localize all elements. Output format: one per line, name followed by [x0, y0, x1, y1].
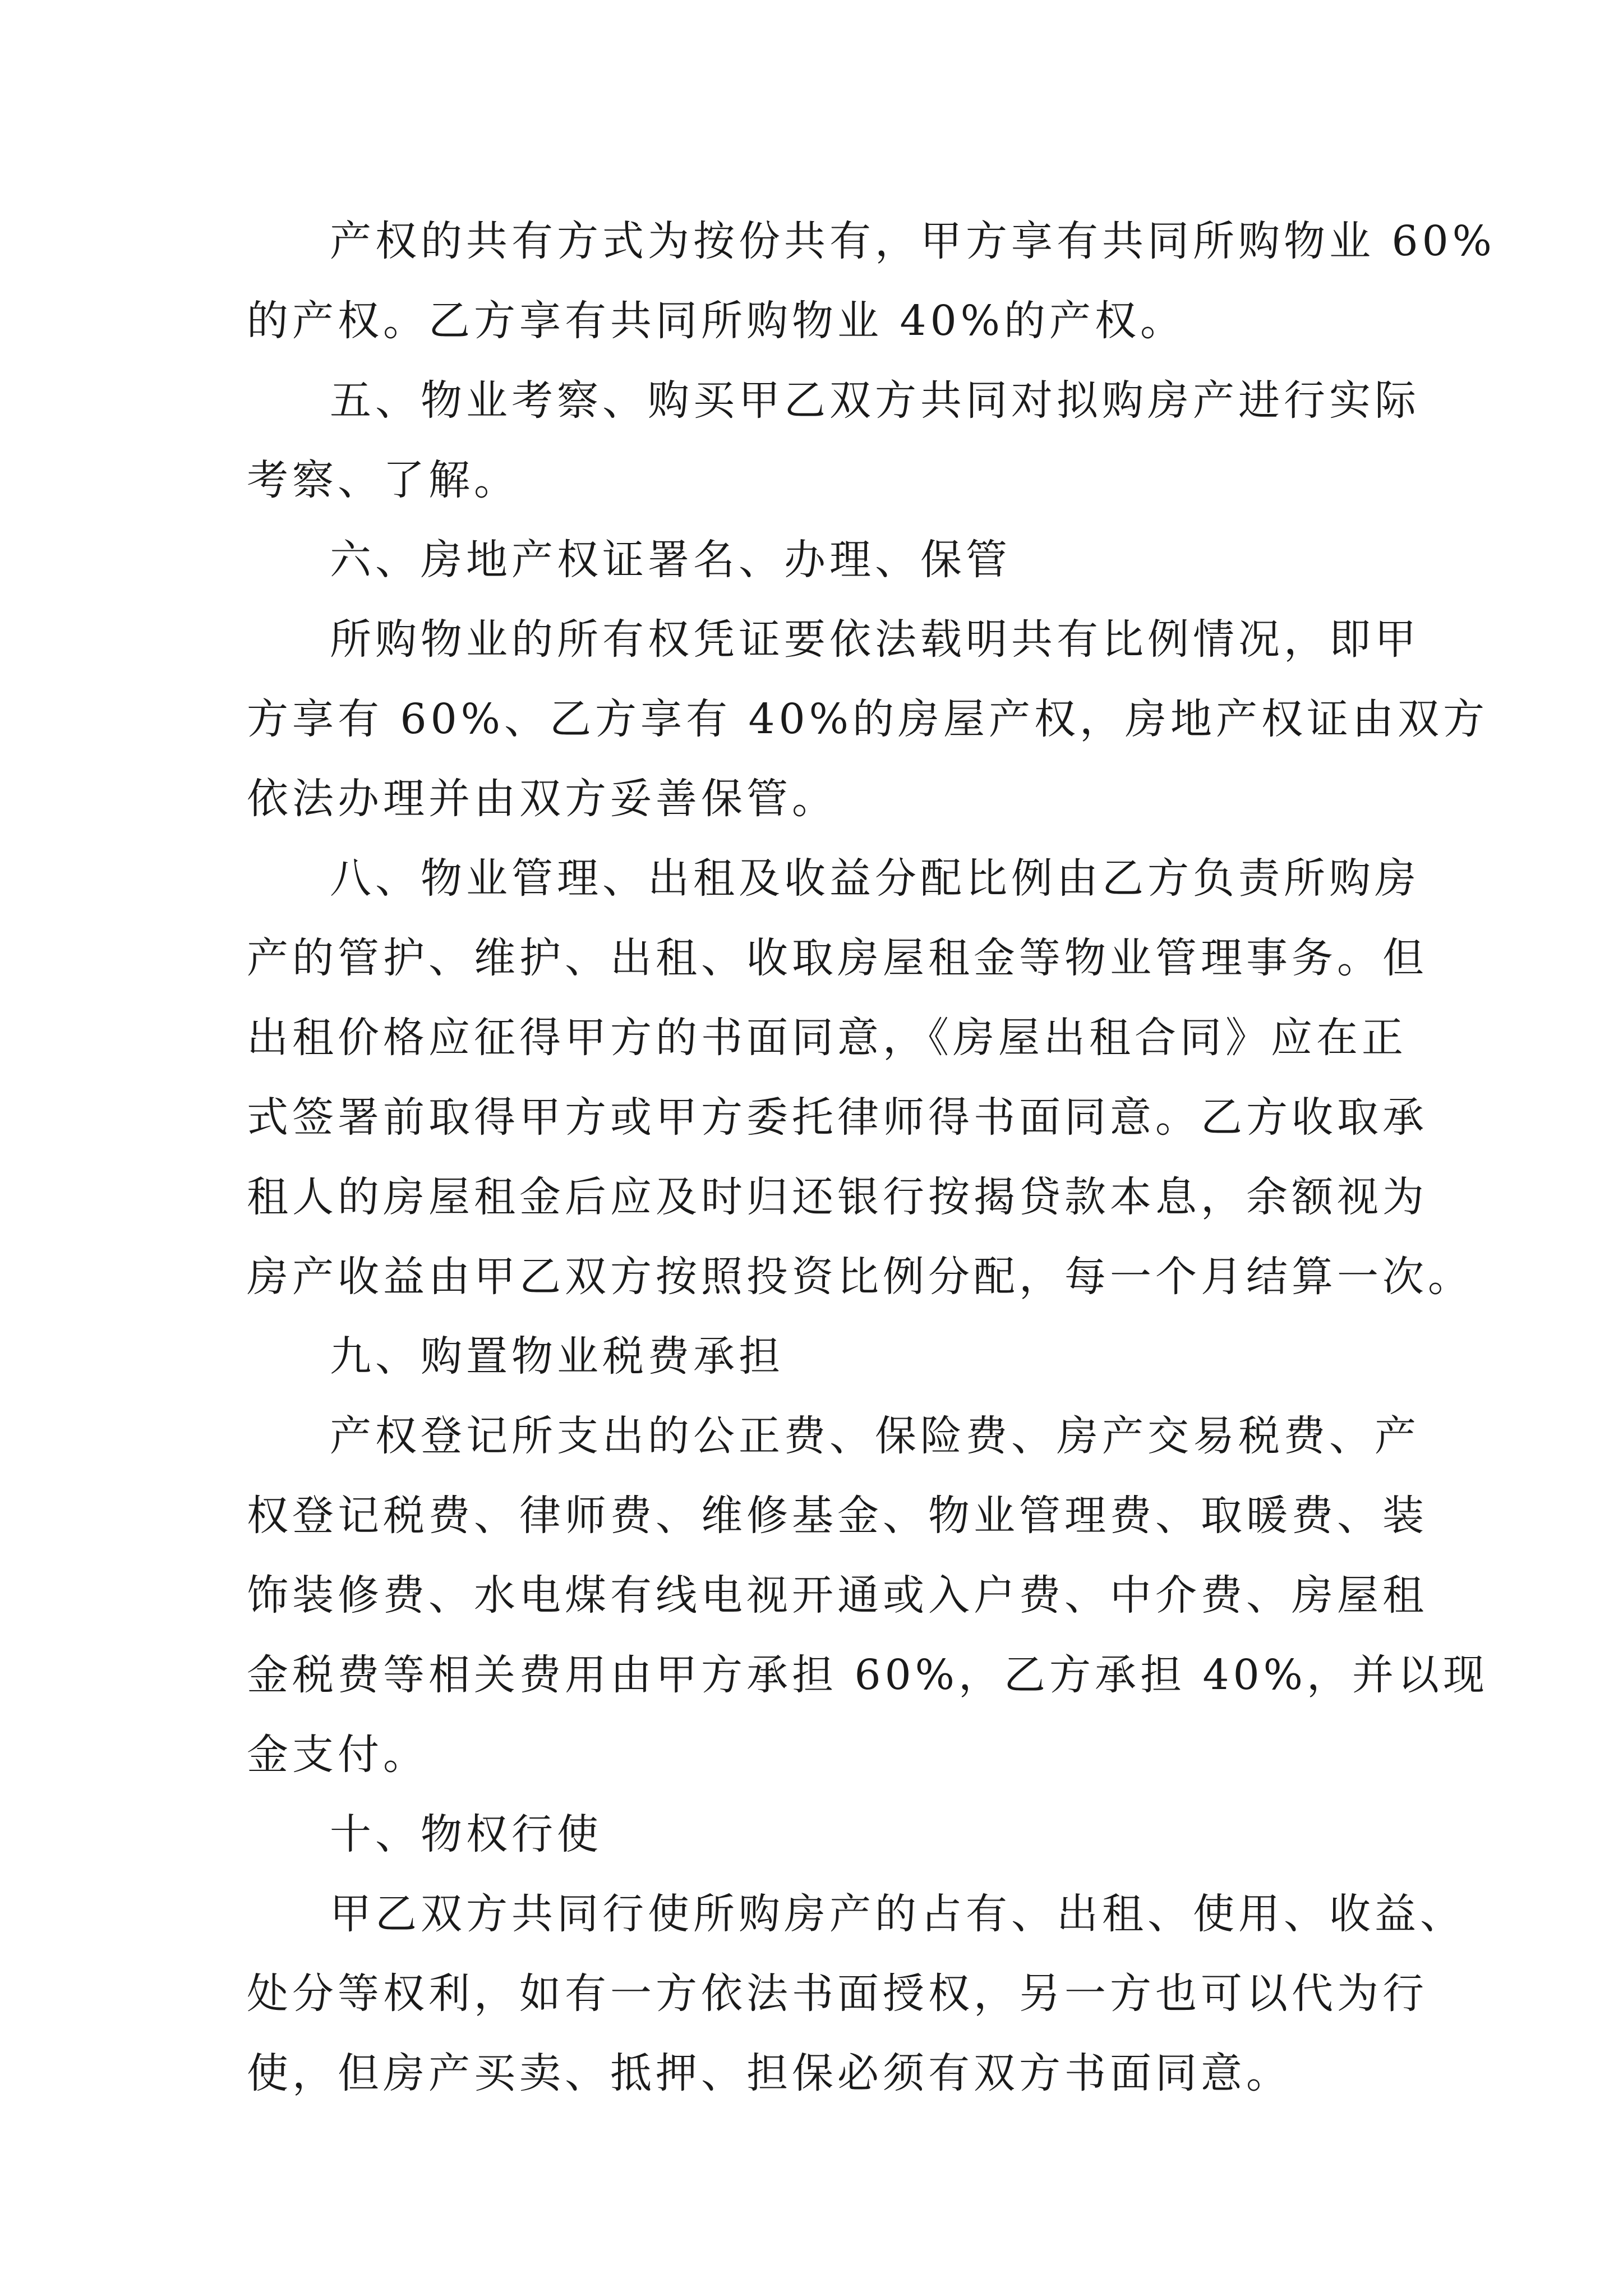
text-line: 使，但房产买卖、抵押、担保必须有双方书面同意。 [247, 2049, 1292, 2097]
text-line: 出租价格应征得甲方的书面同意，《房屋出租合同》应在正 [247, 1014, 1407, 1062]
text-line: 甲乙双方共同行使所购房产的占有、出租、使用、收益、 [330, 1890, 1465, 1938]
text-line: 饰装修费、水电煤有线电视开通或入户费、中介费、房屋租 [247, 1571, 1428, 1619]
text-line: 八、物业管理、出租及收益分配比例由乙方负责所购房 [330, 854, 1420, 903]
text-line: 产的管护、维护、出租、收取房屋租金等物业管理事务。但 [247, 934, 1428, 982]
text-line: 产权的共有方式为按份共有，甲方享有共同所购物业 60% [330, 217, 1496, 265]
section-heading: 六、房地产权证署名、办理、保管 [330, 536, 1011, 584]
text-line: 依法办理并由双方妥善保管。 [247, 775, 837, 823]
section-heading: 十、物权行使 [330, 1810, 602, 1858]
text-line: 方享有 60%、乙方享有 40%的房屋产权，房地产权证由双方 [247, 695, 1488, 743]
text-line: 金支付。 [247, 1731, 428, 1779]
text-line: 的产权。乙方享有共同所购物业 40%的产权。 [247, 297, 1186, 345]
text-line: 式签署前取得甲方或甲方委托律师得书面同意。乙方收取承 [247, 1093, 1428, 1142]
text-line: 权登记税费、律师费、维修基金、物业管理费、取暖费、装 [247, 1492, 1428, 1540]
text-line: 所购物业的所有权凭证要依法载明共有比例情况，即甲 [330, 615, 1420, 664]
section-heading: 九、购置物业税费承担 [330, 1332, 784, 1381]
text-line: 考察、了解。 [247, 456, 519, 504]
text-line: 五、物业考察、购买甲乙双方共同对拟购房产进行实际 [330, 376, 1420, 425]
text-line: 租人的房屋租金后应及时归还银行按揭贷款本息，余额视为 [247, 1173, 1428, 1221]
text-line: 金税费等相关费用由甲方承担 60%，乙方承担 40%，并以现 [247, 1651, 1488, 1699]
text-line: 处分等权利，如有一方依法书面授权，另一方也可以代为行 [247, 1970, 1428, 2018]
text-line: 产权登记所支出的公正费、保险费、房产交易税费、产 [330, 1412, 1420, 1460]
text-line: 房产收益由甲乙双方按照投资比例分配，每一个月结算一次。 [247, 1253, 1473, 1301]
